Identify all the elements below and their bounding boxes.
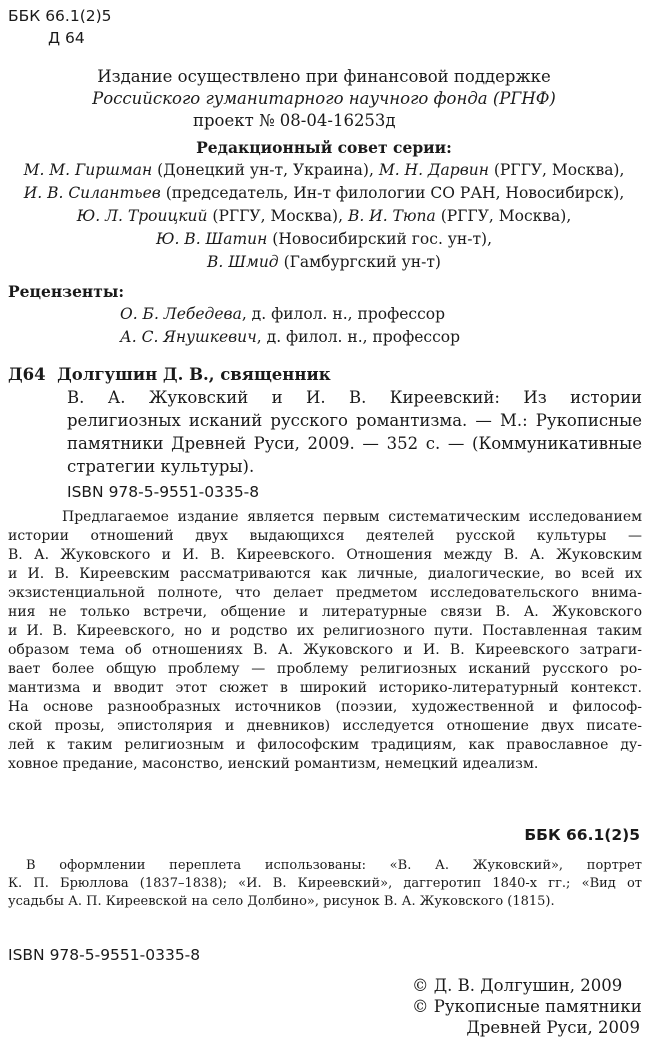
reviewer-name: А. С. Янушкевич: [120, 328, 257, 346]
council-member-affiliation: (Донецкий ун-т, Украина),: [152, 161, 379, 179]
council-member-name: М. Н. Дарвин: [378, 161, 489, 179]
bbk-top-code: ББК 66.1(2)5: [8, 7, 112, 25]
abstract: [8, 508, 642, 774]
council-member-affiliation: (Гамбургский ун-т): [278, 253, 441, 271]
council-member-affiliation: (РГГУ, Москва),: [435, 207, 572, 225]
abstract-line: истории отношений двух выдающихся деятелей русской культуры —: [8, 528, 642, 544]
bbk-bottom-code: ББК 66.1(2)5: [524, 826, 640, 844]
entry-heading: [8, 364, 331, 386]
entry-code: Д64: [8, 365, 46, 384]
entry-author: Долгушин Д. В., священник: [57, 365, 331, 384]
copyright-line-1: © Д. В. Долгушин, 2009: [412, 976, 623, 995]
abstract-line: ния не только встречи, общение и литературные связи В. А. Жуковского: [8, 604, 642, 620]
council-member-name: В. Шмид: [207, 253, 279, 271]
council-member-affiliation: (РГГУ, Москва),: [488, 161, 625, 179]
support-project: проект № 08-04-16253д: [193, 111, 396, 130]
council-member-name: И. В. Силантьев: [23, 184, 161, 202]
council-row-1: [0, 160, 648, 181]
council-member-affiliation: (РГГУ, Москва),: [207, 207, 348, 225]
udc-code: Д 64: [48, 29, 85, 47]
council-row-3: [0, 206, 648, 227]
reviewer-item: [120, 304, 445, 325]
cover-note-line: усадьбы А. П. Киреевской на село Долбино», рисунок В. А. Жуковского (1815).: [8, 894, 555, 909]
council-row-4: [0, 229, 648, 250]
abstract-line: и И. В. Киреевским рассматриваются как личные, диалогические, во всей их: [8, 566, 642, 582]
council-member-name: Ю. Л. Троицкий: [76, 207, 208, 225]
isbn-bottom: ISBN 978-5-9551-0335-8: [8, 946, 201, 964]
abstract-line: лей к таким религиозным и философским традициям, как православное ду-: [8, 737, 642, 753]
cover-note-line: В оформлении переплета использованы: «В. А. Жуковский», портрет: [26, 858, 642, 873]
reviewer-affiliation: , д. филол. н., профессор: [256, 328, 461, 346]
reviewer-affiliation: , д. филол. н., профессор: [241, 305, 446, 323]
support-line-1: Издание осуществлено при финансовой поддержке: [97, 67, 551, 86]
support-line-2: Российского гуманитарного научного фонда (РГНФ): [92, 89, 556, 108]
reviewers-heading: Рецензенты:: [8, 282, 125, 301]
council-row-2: [0, 183, 648, 204]
council-heading: Редакционный совет серии:: [196, 138, 452, 157]
abstract-line: вает более общую проблему — проблему религиозных исканий русского ро-: [8, 661, 642, 677]
council-member-name: М. М. Гиршман: [23, 161, 153, 179]
council-member-name: Ю. В. Шатин: [155, 230, 268, 248]
cover-note-line: К. П. Брюллова (1837–1838); «И. В. Киреевский», даггеротип 1840-х гг.; «Вид от: [8, 876, 642, 891]
abstract-line: и И. В. Киреевского, но и родство их религиозного пути. Поставленная таким: [8, 623, 642, 639]
council-row-5: [0, 252, 648, 273]
copyright-line-2: © Рукописные памятники: [412, 997, 642, 1016]
entry-line: стратегии культуры).: [67, 457, 255, 476]
cover-note: [8, 857, 642, 911]
abstract-line: На основе разнообразных источников (поэзии, художественной и философ-: [8, 699, 642, 715]
abstract-line: образом тема об отношениях В. А. Жуковского и И. В. Киреевского затраги-: [8, 642, 642, 658]
copyright-line-3: Древней Руси, 2009: [466, 1018, 640, 1037]
entry-line: В. А. Жуковский и И. В. Киреевский: Из истории: [67, 388, 642, 407]
council-member-name: В. И. Тюпа: [347, 207, 436, 225]
abstract-line: экзистенциальной полноте, что делает предметом исследовательского внима-: [8, 585, 642, 601]
council-member-affiliation: (председатель, Ин-т филологии СО РАН, Новосибирск),: [160, 184, 625, 202]
reviewer-item: [120, 327, 460, 348]
reviewer-name: О. Б. Лебедева: [120, 305, 242, 323]
abstract-line: ской прозы, эпистолярия и дневников) исследуется отношение двух писате-: [8, 718, 642, 734]
entry-isbn: ISBN 978-5-9551-0335-8: [67, 483, 260, 501]
abstract-line: Предлагаемое издание является первым систематическим исследованием: [62, 509, 642, 525]
abstract-line: ховное предание, масонство, иенский романтизм, немецкий идеализм.: [8, 756, 539, 772]
entry-line: памятники Древней Руси, 2009. — 352 с. — (Коммуникативные: [67, 434, 642, 453]
abstract-line: мантизма и вводит этот сюжет в широкий историко-литературный контекст.: [8, 680, 642, 696]
entry-line: религиозных исканий русского романтизма. — М.: Рукописные: [67, 411, 642, 430]
abstract-line: В. А. Жуковского и И. В. Киреевского. Отношения между В. А. Жуковским: [8, 547, 642, 563]
council-member-affiliation: (Новосибирский гос. ун-т),: [267, 230, 493, 248]
